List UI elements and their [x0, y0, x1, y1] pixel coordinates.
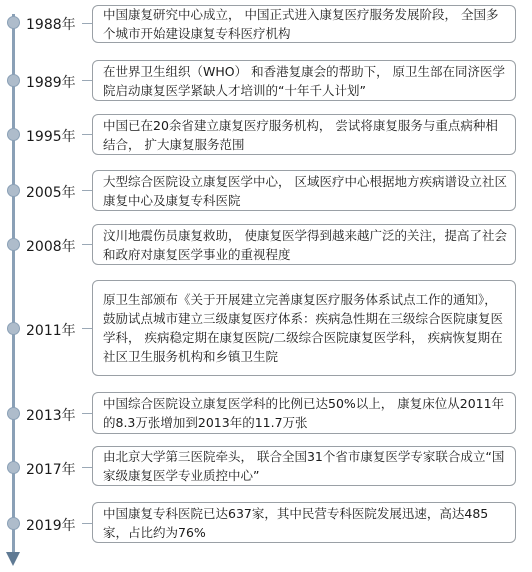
- timeline-event-box: [92, 114, 516, 155]
- timeline-event-text: 中国综合医院设立康复医学科的比例已达50%以上， 康复床位从2011年的8.3万张增加到2013年的11.7万张: [103, 396, 505, 430]
- timeline-dot-icon: [7, 74, 20, 87]
- timeline-year: 1988年: [26, 17, 76, 33]
- connector-line: [82, 23, 92, 24]
- timeline-year: 2011年: [26, 323, 76, 339]
- timeline-event-box: [92, 5, 516, 43]
- timeline-dot-icon: [7, 461, 20, 474]
- connector-line: [82, 80, 92, 81]
- timeline-dot-icon: [7, 16, 20, 29]
- timeline-year: 1989年: [26, 75, 76, 91]
- timeline-year: 2019年: [26, 518, 76, 534]
- timeline-event-box: [92, 60, 516, 101]
- connector-line: [82, 413, 92, 414]
- timeline-year: 2013年: [26, 408, 76, 424]
- connector-line: [82, 244, 92, 245]
- timeline-event-text: 由北京大学第三医院牵头， 联合全国31个省市康复医学专家联合成立“国家级康复医学专业质控中心”: [103, 449, 505, 483]
- timeline-event-box: [92, 392, 516, 434]
- timeline-event-text: 大型综合医院设立康复医学中心， 区域医疗中心根据地方疾病谱设立社区康复中心及康复专科医院: [103, 173, 507, 208]
- timeline-arrow-icon: [6, 552, 20, 566]
- timeline-event-box: [92, 446, 516, 486]
- timeline-year: 2005年: [26, 185, 76, 201]
- timeline-dot-icon: [7, 238, 20, 251]
- timeline-year: 2017年: [26, 462, 76, 478]
- timeline-event-text: 在世界卫生组织（WHO） 和香港复康会的帮助下， 原卫生部在同济医学院启动康复医学紧缺人才培训的“十年千人计划”: [103, 63, 506, 98]
- timeline-event-text: 中国康复专科医院已达637家，其中民营专科医院发展迅速，高达485家，占比约为76%: [103, 505, 489, 540]
- connector-line: [82, 467, 92, 468]
- timeline-event-box: [92, 224, 516, 265]
- timeline-year: 2008年: [26, 239, 76, 255]
- timeline-dot-icon: [7, 322, 20, 335]
- connector-line: [82, 328, 92, 329]
- timeline-dot-icon: [7, 128, 20, 141]
- timeline-event-box: [92, 502, 516, 543]
- timeline-event-box: [92, 280, 516, 376]
- timeline-event-text: 中国康复研究中心成立， 中国正式进入康复医疗服务发展阶段， 全国多个城市开始建设康复专科医疗机构: [103, 7, 499, 41]
- connector-line: [82, 190, 92, 191]
- connector-line: [82, 134, 92, 135]
- connector-line: [82, 523, 92, 524]
- timeline-event-text: 原卫生部颁布《关于开展建立完善康复医疗服务体系试点工作的通知》， 鼓励试点城市建立三级康复医疗体系：疾病急性期在三级综合医院康复医学科， 疾病稳定期在康复医院/二级综合医院康复医学科， 疾病恢复期在社区卫生服务机构和乡镇卫生院: [103, 292, 504, 364]
- timeline-year: 1995年: [26, 129, 76, 145]
- timeline-dot-icon: [7, 184, 20, 197]
- timeline-dot-icon: [7, 407, 20, 420]
- timeline-event-box: [92, 170, 516, 211]
- timeline-event-text: 汶川地震伤员康复救助， 使康复医学得到越来越广泛的关注，提高了社会和政府对康复医学事业的重视程度: [103, 227, 507, 262]
- timeline-dot-icon: [7, 517, 20, 530]
- timeline-event-text: 中国已在20余省建立康复医疗服务机构， 尝试将康复服务与重点病种相结合， 扩大康复服务范围: [103, 117, 498, 152]
